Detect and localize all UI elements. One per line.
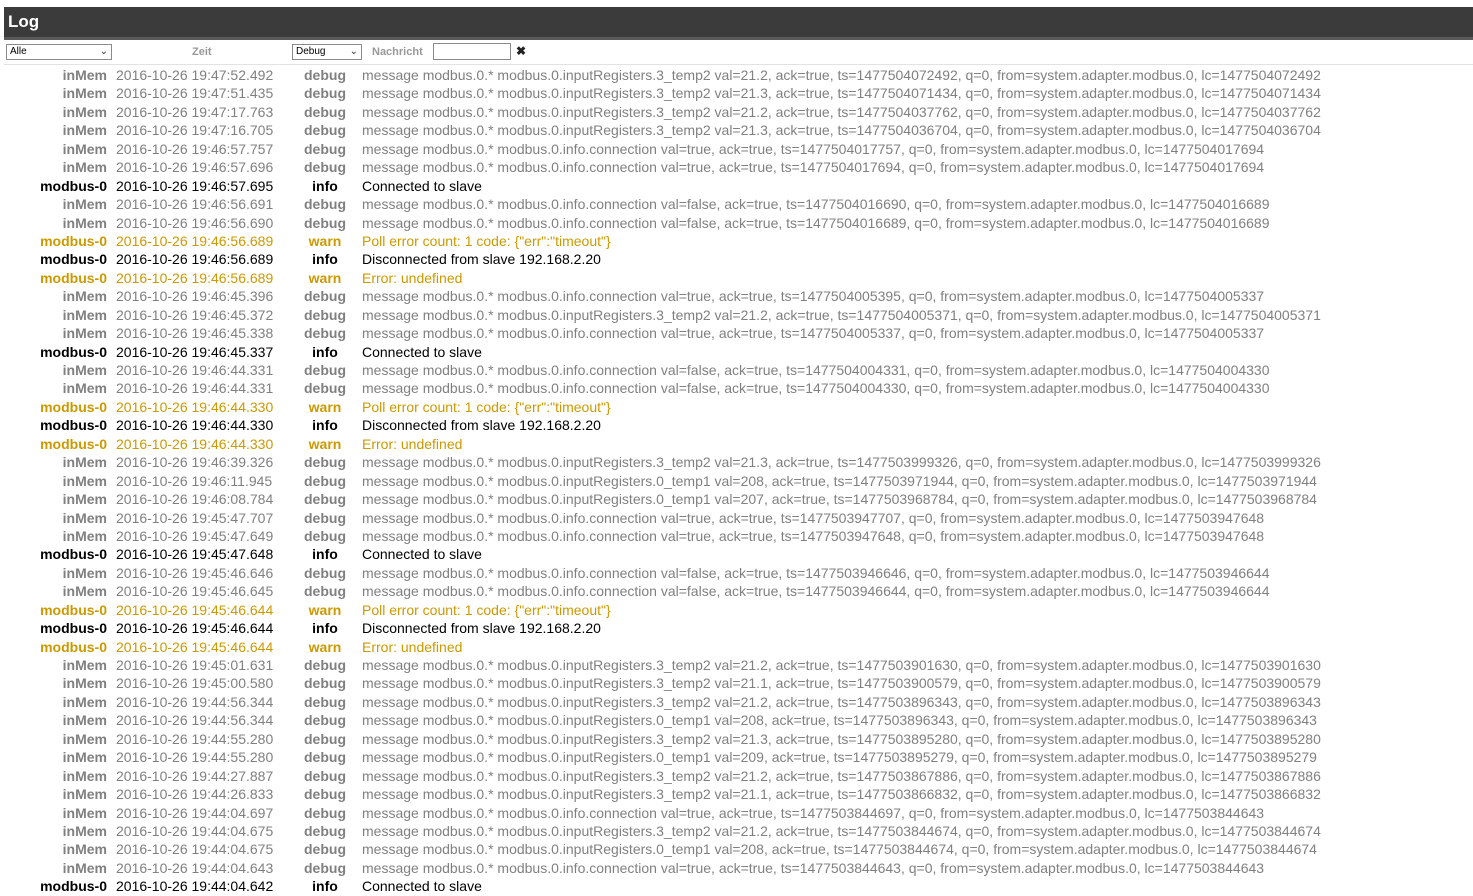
log-message: Poll error count: 1 code: {"err":"timeout"} [362, 232, 611, 249]
log-source: inMem [62, 380, 107, 397]
log-message: message modbus.0.* modbus.0.inputRegisters.0_temp1 val=208, ack=true, ts=1477503844674, q=0, from=system.adapter.modbus.0, lc=1477503844674 [362, 841, 1317, 858]
log-source: modbus-0 [40, 343, 107, 360]
log-row [4, 619, 1473, 637]
log-severity: warn [308, 435, 342, 452]
log-row [4, 472, 1473, 490]
log-time: 2016-10-26 19:46:44.330 [116, 398, 274, 415]
log-source: modbus-0 [40, 601, 107, 618]
source-filter-value: Alle [10, 46, 27, 57]
log-message: message modbus.0.* modbus.0.info.connection val=true, ack=true, ts=1477503947648, q=0, from=system.adapter.modbus.0, lc=1477503947648 [362, 527, 1265, 544]
log-severity: debug [304, 140, 346, 157]
log-time: 2016-10-26 19:46:39.326 [116, 454, 274, 471]
log-row [4, 435, 1473, 453]
log-message: message modbus.0.* modbus.0.inputRegisters.0_temp1 val=209, ack=true, ts=1477503895279, q=0, from=system.adapter.modbus.0, lc=1477503895279 [362, 749, 1317, 766]
log-severity: debug [304, 159, 346, 176]
log-message: message modbus.0.* modbus.0.info.connection val=false, ack=true, ts=1477503946646, q=0, from=system.adapter.modbus.0, lc=1477503946644 [362, 564, 1270, 581]
log-row [4, 804, 1473, 822]
log-row [4, 269, 1473, 287]
log-severity: info [312, 878, 338, 895]
log-source: modbus-0 [40, 638, 107, 655]
log-message: Connected to slave [362, 878, 482, 895]
log-row [4, 601, 1473, 619]
log-row [4, 287, 1473, 305]
log-severity: debug [304, 491, 346, 508]
log-row [4, 877, 1473, 895]
log-severity: debug [304, 675, 346, 692]
log-message: message modbus.0.* modbus.0.info.connection val=false, ack=true, ts=1477504004330, q=0, from=system.adapter.modbus.0, lc=1477504004330 [362, 380, 1270, 397]
log-row [4, 490, 1473, 508]
log-row [4, 859, 1473, 877]
log-severity: debug [304, 67, 346, 83]
log-source: inMem [62, 675, 107, 692]
log-message: message modbus.0.* modbus.0.info.connection val=false, ack=true, ts=1477504016690, q=0, from=system.adapter.modbus.0, lc=1477504016689 [362, 196, 1270, 213]
log-source: inMem [62, 288, 107, 305]
log-severity: debug [304, 288, 346, 305]
log-message: Error: undefined [362, 435, 463, 452]
log-time: 2016-10-26 19:44:04.675 [116, 822, 274, 839]
log-severity: warn [308, 398, 342, 415]
log-time: 2016-10-26 19:46:45.337 [116, 343, 274, 360]
log-source: inMem [62, 122, 107, 139]
log-severity: info [312, 251, 338, 268]
log-time: 2016-10-26 19:45:47.649 [116, 527, 274, 544]
log-severity: debug [304, 214, 346, 231]
log-severity: debug [304, 583, 346, 600]
log-row [4, 730, 1473, 748]
source-filter-select[interactable] [6, 44, 112, 60]
log-message: message modbus.0.* modbus.0.inputRegisters.3_temp2 val=21.1, ack=true, ts=1477503866832, q=0, from=system.adapter.modbus.0, lc=1477503866832 [362, 786, 1321, 803]
log-severity: debug [304, 362, 346, 378]
log-message: message modbus.0.* modbus.0.info.connection val=true, ack=true, ts=1477503844643, q=0, from=system.adapter.modbus.0, lc=1477503844643 [362, 859, 1265, 876]
log-time: 2016-10-26 19:46:45.372 [116, 306, 274, 323]
log-row [4, 306, 1473, 324]
log-time: 2016-10-26 19:45:46.644 [116, 638, 274, 655]
log-severity: debug [304, 712, 346, 729]
log-row [4, 767, 1473, 785]
log-severity: debug [304, 657, 346, 673]
log-message: message modbus.0.* modbus.0.info.connection val=false, ack=true, ts=1477503946644, q=0, from=system.adapter.modbus.0, lc=1477503946644 [362, 583, 1270, 600]
log-time: 2016-10-26 19:46:45.396 [116, 288, 274, 305]
log-time: 2016-10-26 19:46:44.331 [116, 380, 274, 397]
log-time: 2016-10-26 19:44:55.280 [116, 749, 274, 766]
log-severity: debug [304, 103, 346, 120]
log-message: Disconnected from slave 192.168.2.20 [362, 417, 601, 434]
log-source: inMem [62, 472, 107, 489]
log-time: 2016-10-26 19:47:51.435 [116, 85, 274, 102]
filter-bar [4, 40, 1473, 65]
log-message: message modbus.0.* modbus.0.info.connection val=true, ack=true, ts=1477504005395, q=0, from=system.adapter.modbus.0, lc=1477504005337 [362, 288, 1265, 305]
log-source: modbus-0 [40, 878, 107, 895]
log-row [4, 822, 1473, 840]
log-source: inMem [62, 85, 107, 102]
log-source: inMem [62, 491, 107, 508]
log-severity: warn [308, 269, 342, 286]
log-time: 2016-10-26 19:44:27.887 [116, 767, 274, 784]
log-source: modbus-0 [40, 546, 107, 563]
log-row [4, 361, 1473, 379]
nachricht-label: Nachricht [372, 46, 423, 58]
log-severity: debug [304, 786, 346, 803]
log-severity: debug [304, 822, 346, 839]
clear-filter-icon[interactable]: ✖ [516, 44, 527, 58]
window-title: Log [4, 7, 1473, 40]
log-time: 2016-10-26 19:45:46.644 [116, 620, 274, 637]
log-source: modbus-0 [40, 269, 107, 286]
log-row [4, 250, 1473, 268]
log-time: 2016-10-26 19:46:56.689 [116, 269, 274, 286]
log-row [4, 453, 1473, 471]
log-source: inMem [62, 693, 107, 710]
log-source: inMem [62, 159, 107, 176]
log-row [4, 121, 1473, 139]
log-time: 2016-10-26 19:45:46.644 [116, 601, 274, 618]
log-window [4, 7, 1473, 895]
log-severity: debug [304, 472, 346, 489]
log-time: 2016-10-26 19:46:57.696 [116, 159, 274, 176]
log-time: 2016-10-26 19:47:16.705 [116, 122, 274, 139]
log-message: message modbus.0.* modbus.0.inputRegisters.3_temp2 val=21.2, ack=true, ts=1477503844674, q=0, from=system.adapter.modbus.0, lc=1477503844674 [362, 822, 1321, 839]
log-row [4, 527, 1473, 545]
log-time: 2016-10-26 19:45:01.631 [116, 657, 274, 673]
log-time: 2016-10-26 19:46:45.338 [116, 325, 274, 342]
log-source: inMem [62, 786, 107, 803]
log-row [4, 232, 1473, 250]
log-message: message modbus.0.* modbus.0.inputRegisters.3_temp2 val=21.3, ack=true, ts=1477503895280, q=0, from=system.adapter.modbus.0, lc=1477503895280 [362, 730, 1321, 747]
log-time: 2016-10-26 19:46:08.784 [116, 491, 274, 508]
log-source: modbus-0 [40, 417, 107, 434]
log-row [4, 398, 1473, 416]
log-time: 2016-10-26 19:46:56.689 [116, 251, 274, 268]
log-message: Disconnected from slave 192.168.2.20 [362, 620, 601, 637]
log-time: 2016-10-26 19:46:57.757 [116, 140, 274, 157]
log-row [4, 343, 1473, 361]
log-message: Poll error count: 1 code: {"err":"timeout"} [362, 398, 611, 415]
log-row [4, 693, 1473, 711]
log-source: inMem [62, 196, 107, 213]
log-time: 2016-10-26 19:44:56.344 [116, 693, 274, 710]
log-source: inMem [62, 103, 107, 120]
log-message: Disconnected from slave 192.168.2.20 [362, 251, 601, 268]
log-source: modbus-0 [40, 620, 107, 637]
log-message: message modbus.0.* modbus.0.inputRegisters.3_temp2 val=21.3, ack=true, ts=1477503999326, q=0, from=system.adapter.modbus.0, lc=1477503999326 [362, 454, 1321, 471]
log-severity: debug [304, 527, 346, 544]
log-source: inMem [62, 306, 107, 323]
level-filter-value: Debug [296, 46, 326, 57]
zeit-column-label: Zeit [192, 46, 212, 58]
log-message: message modbus.0.* modbus.0.inputRegisters.3_temp2 val=21.2, ack=true, ts=1477504037762, q=0, from=system.adapter.modbus.0, lc=1477504037762 [362, 103, 1321, 120]
log-source: inMem [62, 454, 107, 471]
log-message: message modbus.0.* modbus.0.inputRegisters.0_temp1 val=208, ack=true, ts=1477503971944, q=0, from=system.adapter.modbus.0, lc=1477503971944 [362, 472, 1317, 489]
log-time: 2016-10-26 19:44:26.833 [116, 786, 274, 803]
log-severity: debug [304, 85, 346, 102]
log-message: message modbus.0.* modbus.0.inputRegisters.3_temp2 val=21.3, ack=true, ts=1477504036704, q=0, from=system.adapter.modbus.0, lc=1477504036704 [362, 122, 1321, 139]
log-row [4, 545, 1473, 563]
log-row [4, 379, 1473, 397]
log-row [4, 711, 1473, 729]
log-row [4, 214, 1473, 232]
log-time: 2016-10-26 19:47:17.763 [116, 103, 274, 120]
log-row [4, 103, 1473, 121]
log-source: inMem [62, 140, 107, 157]
log-message: message modbus.0.* modbus.0.info.connection val=false, ack=true, ts=1477504004331, q=0, from=system.adapter.modbus.0, lc=1477504004330 [362, 362, 1270, 378]
log-row [4, 656, 1473, 674]
log-time: 2016-10-26 19:44:56.344 [116, 712, 274, 729]
chevron-down-icon: ⌄ [349, 46, 358, 57]
log-row [4, 66, 1473, 84]
log-table [4, 65, 1473, 896]
log-severity: info [312, 417, 338, 434]
log-source: inMem [62, 362, 107, 378]
log-time: 2016-10-26 19:44:04.697 [116, 804, 274, 821]
log-severity: info [312, 546, 338, 563]
log-source: inMem [62, 804, 107, 821]
log-severity: warn [308, 232, 342, 249]
log-row [4, 84, 1473, 102]
log-message: Connected to slave [362, 546, 482, 563]
log-message: message modbus.0.* modbus.0.inputRegisters.3_temp2 val=21.2, ack=true, ts=1477504072492, q=0, from=system.adapter.modbus.0, lc=1477504072492 [362, 67, 1321, 83]
log-severity: debug [304, 325, 346, 342]
log-time: 2016-10-26 19:45:00.580 [116, 675, 274, 692]
log-severity: warn [308, 601, 342, 618]
log-message: message modbus.0.* modbus.0.inputRegisters.0_temp1 val=207, ack=true, ts=1477503968784, q=0, from=system.adapter.modbus.0, lc=1477503968784 [362, 491, 1317, 508]
log-source: modbus-0 [40, 232, 107, 249]
log-severity: debug [304, 196, 346, 213]
log-source: inMem [62, 712, 107, 729]
log-severity: debug [304, 859, 346, 876]
log-row [4, 177, 1473, 195]
log-source: modbus-0 [40, 177, 107, 194]
log-source: inMem [62, 325, 107, 342]
log-row [4, 195, 1473, 213]
log-time: 2016-10-26 19:45:47.707 [116, 509, 274, 526]
log-message: Error: undefined [362, 269, 463, 286]
log-source: inMem [62, 859, 107, 876]
log-severity: debug [304, 509, 346, 526]
log-row [4, 748, 1473, 766]
log-source: inMem [62, 583, 107, 600]
log-time: 2016-10-26 19:44:04.643 [116, 859, 274, 876]
log-severity: info [312, 620, 338, 637]
log-message: message modbus.0.* modbus.0.info.connection val=true, ack=true, ts=1477503844697, q=0, from=system.adapter.modbus.0, lc=1477503844643 [362, 804, 1265, 821]
log-time: 2016-10-26 19:46:44.331 [116, 362, 274, 378]
log-message: message modbus.0.* modbus.0.info.connection val=false, ack=true, ts=1477504016689, q=0, from=system.adapter.modbus.0, lc=1477504016689 [362, 214, 1270, 231]
log-severity: debug [304, 693, 346, 710]
log-severity: debug [304, 564, 346, 581]
log-message: message modbus.0.* modbus.0.inputRegisters.3_temp2 val=21.2, ack=true, ts=1477504005371, q=0, from=system.adapter.modbus.0, lc=1477504005371 [362, 306, 1321, 323]
log-source: modbus-0 [40, 251, 107, 268]
log-time: 2016-10-26 19:46:11.945 [116, 472, 273, 489]
log-severity: debug [304, 749, 346, 766]
log-severity: debug [304, 454, 346, 471]
log-time: 2016-10-26 19:45:46.645 [116, 583, 274, 600]
log-severity: debug [304, 767, 346, 784]
log-severity: debug [304, 804, 346, 821]
level-filter-select[interactable] [292, 44, 362, 60]
log-source: inMem [62, 657, 107, 673]
log-row [4, 158, 1473, 176]
log-message: message modbus.0.* modbus.0.inputRegisters.3_temp2 val=21.1, ack=true, ts=1477503900579, q=0, from=system.adapter.modbus.0, lc=1477503900579 [362, 675, 1321, 692]
log-message: message modbus.0.* modbus.0.inputRegisters.3_temp2 val=21.2, ack=true, ts=1477503896343, q=0, from=system.adapter.modbus.0, lc=1477503896343 [362, 693, 1321, 710]
log-time: 2016-10-26 19:45:47.648 [116, 546, 274, 563]
log-time: 2016-10-26 19:46:44.330 [116, 417, 274, 434]
log-message: message modbus.0.* modbus.0.info.connection val=true, ack=true, ts=1477504017757, q=0, from=system.adapter.modbus.0, lc=1477504017694 [362, 140, 1265, 157]
log-time: 2016-10-26 19:45:46.646 [116, 564, 274, 581]
log-message: Connected to slave [362, 177, 482, 194]
chevron-down-icon: ⌄ [99, 46, 108, 57]
log-message: Connected to slave [362, 343, 482, 360]
log-message: message modbus.0.* modbus.0.inputRegisters.3_temp2 val=21.2, ack=true, ts=1477503901630, q=0, from=system.adapter.modbus.0, lc=1477503901630 [362, 657, 1321, 673]
log-source: inMem [62, 509, 107, 526]
log-row [4, 674, 1473, 692]
log-source: inMem [62, 564, 107, 581]
log-source: inMem [62, 749, 107, 766]
log-time: 2016-10-26 19:47:52.492 [116, 67, 274, 83]
log-row [4, 582, 1473, 600]
log-source: inMem [62, 730, 107, 747]
log-message: message modbus.0.* modbus.0.inputRegisters.3_temp2 val=21.3, ack=true, ts=1477504071434, q=0, from=system.adapter.modbus.0, lc=1477504071434 [362, 85, 1321, 102]
log-source: modbus-0 [40, 435, 107, 452]
log-message: message modbus.0.* modbus.0.info.connection val=true, ack=true, ts=1477504017694, q=0, from=system.adapter.modbus.0, lc=1477504017694 [362, 159, 1265, 176]
log-row [4, 324, 1473, 342]
log-row [4, 564, 1473, 582]
log-severity: debug [304, 841, 346, 858]
log-severity: info [312, 343, 338, 360]
log-time: 2016-10-26 19:44:04.642 [116, 878, 274, 895]
log-row [4, 140, 1473, 158]
log-source: inMem [62, 767, 107, 784]
log-severity: debug [304, 730, 346, 747]
log-message: message modbus.0.* modbus.0.inputRegisters.0_temp1 val=208, ack=true, ts=1477503896343, q=0, from=system.adapter.modbus.0, lc=1477503896343 [362, 712, 1317, 729]
log-source: modbus-0 [40, 398, 107, 415]
log-message: message modbus.0.* modbus.0.inputRegisters.3_temp2 val=21.2, ack=true, ts=1477503867886, q=0, from=system.adapter.modbus.0, lc=1477503867886 [362, 767, 1321, 784]
log-source: inMem [62, 822, 107, 839]
log-source: inMem [62, 67, 107, 83]
log-time: 2016-10-26 19:46:56.690 [116, 214, 274, 231]
log-source: inMem [62, 527, 107, 544]
log-message: message modbus.0.* modbus.0.info.connection val=true, ack=true, ts=1477503947707, q=0, from=system.adapter.modbus.0, lc=1477503947648 [362, 509, 1265, 526]
log-time: 2016-10-26 19:46:57.695 [116, 177, 274, 194]
log-row [4, 509, 1473, 527]
log-message: Error: undefined [362, 638, 463, 655]
log-time: 2016-10-26 19:44:04.675 [116, 841, 274, 858]
log-row [4, 638, 1473, 656]
log-source: inMem [62, 841, 107, 858]
log-severity: info [312, 177, 338, 194]
log-message: Poll error count: 1 code: {"err":"timeout"} [362, 601, 611, 618]
log-time: 2016-10-26 19:44:55.280 [116, 730, 274, 747]
log-severity: debug [304, 122, 346, 139]
log-row [4, 416, 1473, 434]
log-severity: warn [308, 638, 342, 655]
log-severity: debug [304, 380, 346, 397]
log-severity: debug [304, 306, 346, 323]
log-source: inMem [62, 214, 107, 231]
message-filter-input[interactable] [433, 43, 511, 60]
log-time: 2016-10-26 19:46:44.330 [116, 435, 274, 452]
log-row [4, 785, 1473, 803]
log-row [4, 840, 1473, 858]
log-time: 2016-10-26 19:46:56.689 [116, 232, 274, 249]
log-message: message modbus.0.* modbus.0.info.connection val=true, ack=true, ts=1477504005337, q=0, from=system.adapter.modbus.0, lc=1477504005337 [362, 325, 1265, 342]
log-time: 2016-10-26 19:46:56.691 [116, 196, 274, 213]
